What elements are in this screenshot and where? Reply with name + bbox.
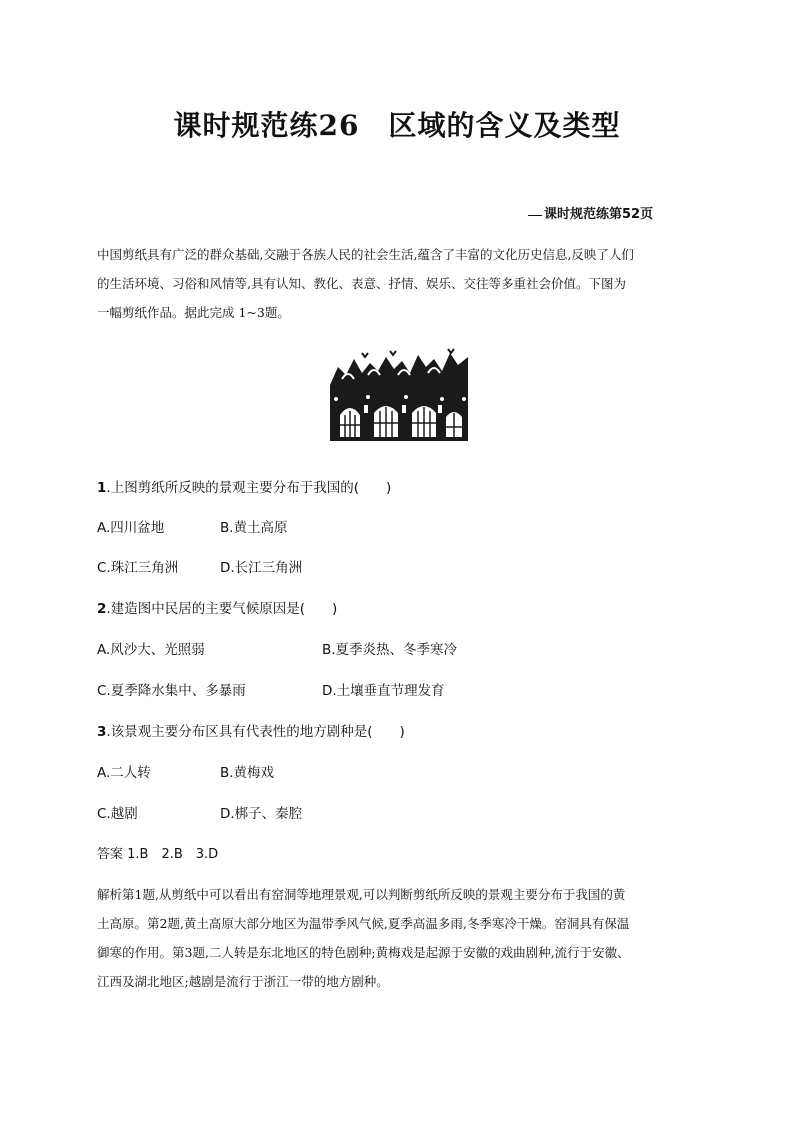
option-a: A.二人转 xyxy=(97,765,151,781)
page-reference-text: 课时规范练第52页 xyxy=(544,207,654,222)
answer-line: 答案 1.B 2.B 3.D xyxy=(97,847,219,862)
option-b: B.黄土高原 xyxy=(220,520,288,536)
question-stem: .建造图中民居的主要气候原因是( ) xyxy=(106,601,338,617)
option-d: D.土壤垂直节理发育 xyxy=(322,683,445,699)
question-number: 2 xyxy=(97,601,107,617)
explanation-line: 江西及湖北地区;越剧是流行于浙江一带的地方剧种。 xyxy=(97,974,389,989)
intro-line: 一幅剪纸作品。据此完成 1~3题。 xyxy=(97,305,290,320)
option-c: C.珠江三角洲 xyxy=(97,560,179,576)
underline-mark xyxy=(528,215,542,216)
page-reference xyxy=(528,203,653,222)
question-number: 1 xyxy=(97,480,107,496)
intro-paragraph xyxy=(97,240,697,327)
page-title: 课时规范练26 区域的含义及类型 xyxy=(173,109,621,142)
explanation-paragraph xyxy=(97,880,697,996)
intro-line: 中国剪纸具有广泛的群众基础,交融于各族人民的社会生活,蕴含了丰富的文化历史信息,反映了人们 xyxy=(97,247,634,262)
explanation-line: 解析第1题,从剪纸中可以看出有窑洞等地理景观,可以判断剪纸所反映的景观主要分布于我国的黄 xyxy=(97,887,626,902)
explanation-line: 土高原。第2题,黄土高原大部分地区为温带季风气候,夏季高温多雨,冬季寒冷干燥。窑洞具有保温 xyxy=(97,916,630,931)
paper-cut-image xyxy=(328,345,470,443)
intro-line: 的生活环境、习俗和风情等,具有认知、教化、表意、抒情、娱乐、交往等多重社会价值。下图为 xyxy=(97,276,626,291)
option-b: B.夏季炎热、冬季寒冷 xyxy=(322,642,458,658)
option-d: D.长江三角洲 xyxy=(220,560,303,576)
option-b: B.黄梅戏 xyxy=(220,765,275,781)
question-number: 3 xyxy=(97,724,107,740)
question-stem: .该景观主要分布区具有代表性的地方剧种是( ) xyxy=(106,724,405,740)
explanation-line: 御寒的作用。第3题,二人转是东北地区的特色剧种;黄梅戏是起源于安徽的戏曲剧种,流行于安徽、 xyxy=(97,945,630,960)
question-stem: .上图剪纸所反映的景观主要分布于我国的( ) xyxy=(106,480,392,496)
paper-cut-graphic xyxy=(328,345,470,443)
option-a: A.风沙大、光照弱 xyxy=(97,642,205,658)
option-c: C.夏季降水集中、多暴雨 xyxy=(97,683,246,699)
question-2 xyxy=(97,597,337,617)
question-1 xyxy=(97,476,391,496)
option-d: D.梆子、秦腔 xyxy=(220,806,303,822)
question-3 xyxy=(97,720,405,740)
option-a: A.四川盆地 xyxy=(97,520,165,536)
option-c: C.越剧 xyxy=(97,806,138,822)
